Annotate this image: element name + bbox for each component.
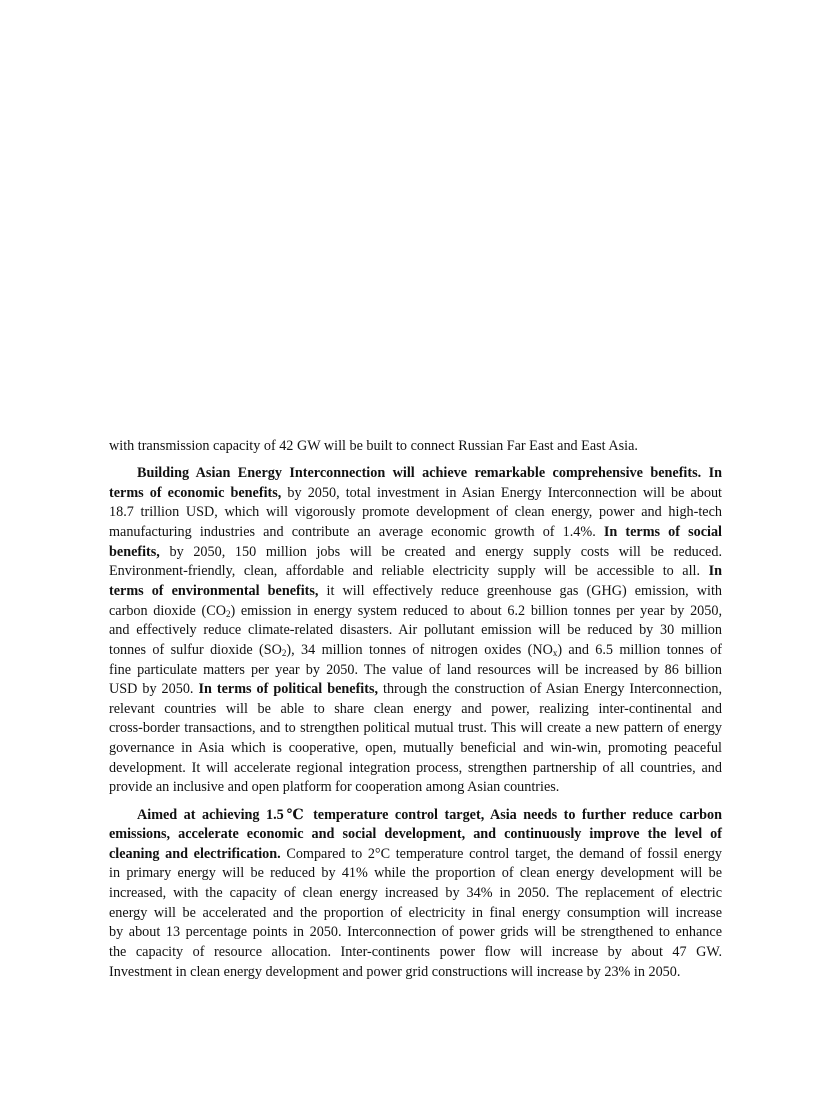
text-span: manufacturing industries and contribute an average economic growth of 1.4%. bbox=[109, 524, 604, 541]
bold-text: benefits, bbox=[109, 543, 160, 560]
text-span: Investment in clean energy development and power grid constructions will increase by 23% in 2050. bbox=[109, 963, 681, 980]
text-span: ) and 6.5 million tonnes of bbox=[557, 641, 722, 658]
text-span: provide an inclusive and open platform for cooperation among Asian countries. bbox=[109, 779, 560, 796]
text-line bbox=[109, 943, 722, 963]
paragraph bbox=[109, 437, 722, 457]
text-line bbox=[109, 923, 722, 943]
text-span: fine particulate matters per year by 2050. The value of land resources will be increased by 86 billion bbox=[109, 661, 722, 678]
text-line bbox=[109, 845, 722, 865]
text-span: it will effectively reduce greenhouse gas (GHG) emission, with bbox=[318, 582, 723, 599]
bold-text: terms of economic benefits, bbox=[109, 484, 282, 501]
text-line bbox=[109, 759, 722, 779]
text-span: increased, with the capacity of clean energy increased by 34% in 2050. The replacement of electric bbox=[109, 885, 722, 902]
bold-text: cleaning and electrification. bbox=[109, 845, 281, 862]
text-line bbox=[109, 904, 722, 924]
text-span: and effectively reduce climate-related disasters. Air pollutant emission will be reduced by 30 million bbox=[109, 622, 722, 639]
text-span: USD by 2050. bbox=[109, 681, 199, 698]
bold-text: In terms of social bbox=[603, 524, 722, 541]
text-span: by 2050, total investment in Asian Energy Interconnection will be about bbox=[281, 484, 723, 501]
text-span: carbon dioxide (CO bbox=[109, 602, 226, 619]
text-span: with transmission capacity of 42 GW will be built to connect Russian Far East and East Asia. bbox=[109, 438, 638, 454]
text-line bbox=[109, 825, 722, 845]
text-span: by 2050, 150 million jobs will be created and energy supply costs will be reduced. bbox=[159, 543, 722, 560]
text-line bbox=[109, 963, 722, 983]
text-line bbox=[109, 621, 722, 641]
text-span: energy will be accelerated and the proportion of electricity in final energy consumption will increase bbox=[109, 904, 722, 921]
text-span: 18.7 trillion USD, which will vigorously promote development of clean energy, power and high-tech bbox=[109, 504, 722, 521]
bold-text: Building Asian Energy Interconnection will achieve remarkable comprehensive benefits. In bbox=[137, 465, 722, 482]
text-span: relevant countries will be able to share clean energy and power, realizing inter-continental and bbox=[109, 700, 722, 717]
text-line bbox=[109, 641, 722, 661]
bold-text: In terms of political benefits, bbox=[198, 681, 379, 698]
text-line bbox=[109, 700, 722, 720]
paragraph bbox=[109, 464, 722, 798]
text-line bbox=[109, 719, 722, 739]
text-span: through the construction of Asian Energy Interconnection, bbox=[378, 681, 722, 698]
text-span: governance in Asia which is cooperative, open, mutually beneficial and win-win, promoting peaceful bbox=[109, 740, 722, 757]
text-line bbox=[109, 661, 722, 681]
text-line bbox=[109, 806, 722, 826]
text-line bbox=[109, 503, 722, 523]
text-line bbox=[109, 543, 722, 563]
paragraph bbox=[109, 806, 722, 983]
text-line bbox=[109, 739, 722, 759]
text-span: the capacity of resource allocation. Inter-continents power flow will increase by about 47 GW. bbox=[109, 944, 722, 961]
bold-text: terms of environmental benefits, bbox=[109, 582, 319, 599]
text-line bbox=[109, 464, 722, 484]
text-line bbox=[109, 864, 722, 884]
text-line bbox=[109, 562, 722, 582]
text-span: ), 34 million tonnes of nitrogen oxides (NO bbox=[286, 641, 553, 658]
subscript: 2 bbox=[281, 647, 287, 658]
text-line bbox=[109, 680, 722, 700]
subscript: 2 bbox=[225, 608, 231, 619]
text-line bbox=[109, 484, 722, 504]
text-line bbox=[109, 437, 722, 457]
text-span: Environment-friendly, clean, affordable and reliable electricity supply will be accessible to all. bbox=[109, 563, 709, 580]
text-line bbox=[109, 778, 722, 798]
text-span: ) emission in energy system reduced to about 6.2 billion tonnes per year by 2050, bbox=[230, 602, 722, 619]
bold-text: Aimed at achieving 1.5℃ temperature control target, Asia needs to further reduce carbon bbox=[137, 806, 722, 823]
bold-text: emissions, accelerate economic and social development, and continuously improve the level of bbox=[109, 826, 722, 843]
text-line bbox=[109, 582, 722, 602]
subscript: x bbox=[552, 647, 558, 658]
bold-text: In bbox=[708, 563, 722, 580]
text-line bbox=[109, 884, 722, 904]
text-line bbox=[109, 523, 722, 543]
text-span: by about 13 percentage points in 2050. Interconnection of power grids will be strengthened to enhance bbox=[109, 924, 722, 941]
document-body bbox=[109, 437, 722, 990]
text-span: development. It will accelerate regional integration process, strengthen partnership of all countries, and bbox=[109, 759, 722, 776]
text-span: cross-border transactions, and to strengthen political mutual trust. This will create a new pattern of energy bbox=[109, 720, 722, 737]
text-span: in primary energy will be reduced by 41% while the proportion of clean energy development will be bbox=[109, 865, 722, 882]
text-span: tonnes of sulfur dioxide (SO bbox=[109, 641, 282, 658]
text-line bbox=[109, 602, 722, 622]
text-span: Compared to 2°C temperature control target, the demand of fossil energy bbox=[280, 845, 723, 862]
